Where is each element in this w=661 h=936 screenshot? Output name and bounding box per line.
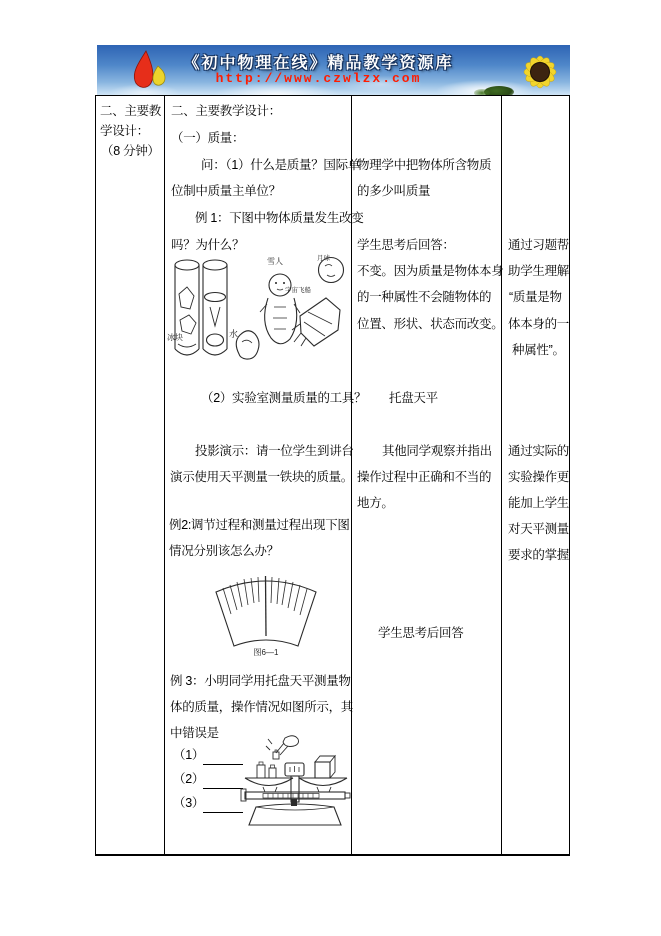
text-line: 投影演示：请一位学生到讲台: [195, 444, 354, 458]
text-line: 学生思考后回答: [378, 626, 464, 640]
text-line: 学设计：: [100, 124, 149, 138]
text-line: 体本身的一: [508, 317, 570, 331]
figure-mass-objects: [167, 252, 349, 374]
text-line: 托盘天平: [389, 391, 438, 405]
text-line: 地方。: [357, 496, 394, 510]
sunflower-icon: [512, 46, 568, 95]
text-line: 种属性”。: [512, 343, 565, 357]
lesson-plan-table: [95, 95, 570, 856]
label-spaceship: 宇宙飞船: [285, 287, 311, 294]
text-line: 实验操作更: [508, 470, 570, 484]
label-water: 水: [229, 329, 239, 339]
text-line: 要求的掌握: [508, 548, 570, 562]
label-moon: 月球: [317, 255, 330, 262]
col-teaching-content: [165, 96, 367, 854]
banner-url: http://www.czwlzx.com: [215, 71, 422, 86]
label-snowman: 雪人: [267, 257, 283, 266]
site-banner: [97, 45, 570, 95]
text-line: 的多少叫质量: [357, 184, 431, 198]
answer-blank-line: [203, 788, 243, 789]
figure-pan-balance: [239, 726, 351, 830]
text-line: 吗？为什么？: [171, 238, 245, 252]
banner-title: 《初中物理在线》精品教学资源库: [183, 55, 454, 72]
text-line: 二、主要教学设计：: [171, 104, 281, 118]
text-line: 其他同学观察并指出: [382, 444, 492, 458]
label-ice: 冰块: [167, 333, 183, 342]
text-line: 能加上学生: [508, 496, 570, 510]
answer-blank-line: [203, 764, 243, 765]
answer-blank-label: （1）: [173, 748, 205, 762]
figure-caption: 图6—1: [253, 648, 279, 657]
col-design-notes: [502, 96, 569, 854]
text-line: 通过实际的: [508, 444, 570, 458]
text-line: 通过习题帮: [508, 238, 570, 252]
answer-blank-line: [203, 812, 243, 813]
text-line: 中错误是: [170, 726, 219, 740]
text-line: “质量是物: [509, 290, 562, 304]
text-line: 问：（1）什么是质量？国际单: [201, 158, 361, 172]
answer-blank-label: （2）: [173, 772, 205, 786]
col-section-label: [96, 96, 165, 854]
text-line: 对天平测量: [508, 522, 570, 536]
text-line: 演示使用天平测量一铁块的质量。: [170, 470, 354, 484]
text-line: 体的质量，操作情况如图所示，其: [170, 700, 354, 714]
text-line: 物理学中把物体所含物质: [357, 158, 492, 172]
text-line: （8 分钟）: [101, 144, 160, 158]
text-line: 二、主要教: [100, 104, 162, 118]
text-line: 位制中质量主单位？: [171, 184, 281, 198]
text-line: 例 1：下图中物体质量发生改变: [195, 211, 364, 225]
text-line: 位置、形状、状态而改变。: [357, 317, 504, 331]
col-student-activity: [352, 96, 502, 854]
text-line: 情况分别该怎么办？: [169, 544, 279, 558]
text-line: （一）质量：: [171, 131, 245, 145]
text-line: 操作过程中正确和不当的: [357, 470, 492, 484]
text-line: 例2:调节过程和测量过程出现下图: [169, 518, 350, 532]
text-line: 不变。因为质量是物体本身: [357, 264, 504, 278]
text-line: （2）实验室测量质量的工具？: [201, 391, 367, 405]
text-line: 学生思考后回答：: [357, 238, 455, 252]
text-line: 助学生理解: [508, 264, 570, 278]
figure-balance-dial: [201, 568, 331, 658]
answer-blank-label: （3）: [173, 796, 205, 810]
text-line: 的一种属性不会随物体的: [357, 290, 492, 304]
text-line: 例 3：小明同学用托盘天平测量物: [170, 674, 351, 688]
